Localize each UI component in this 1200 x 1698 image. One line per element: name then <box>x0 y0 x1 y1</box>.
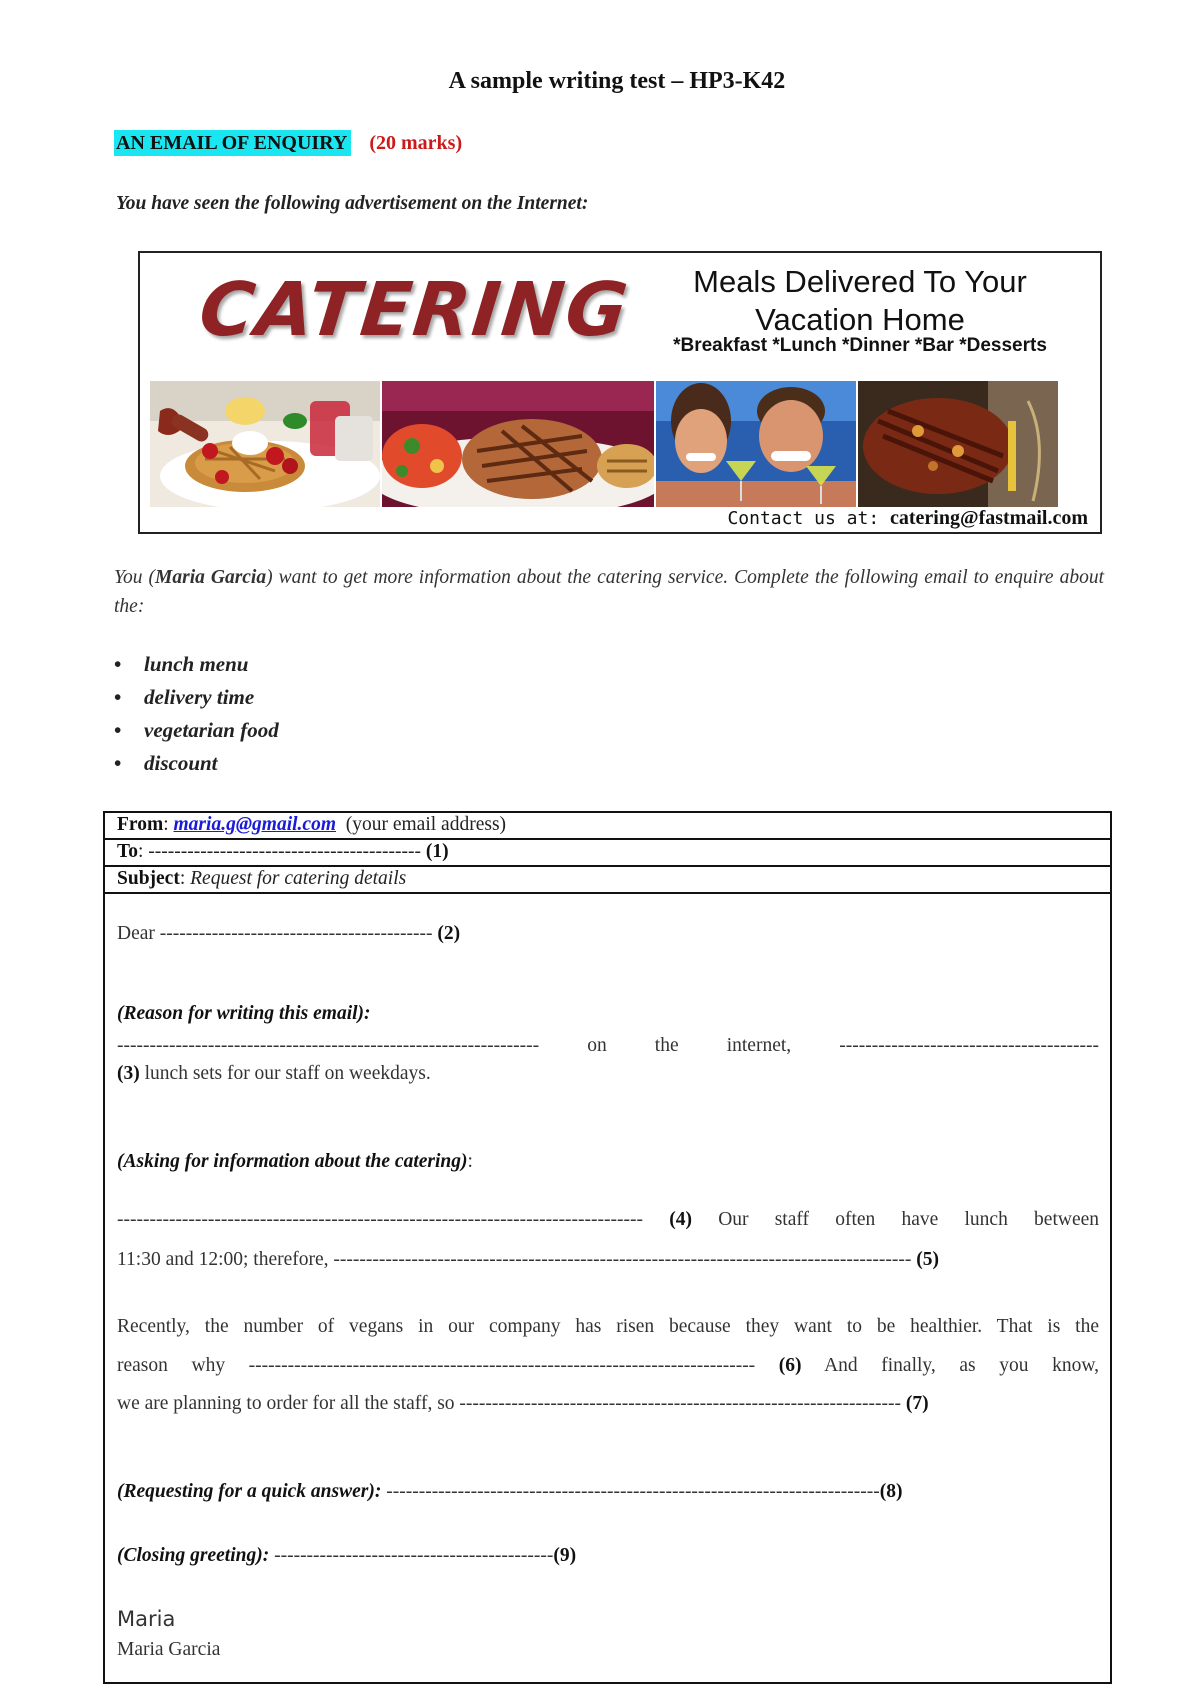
ribs-photo <box>858 381 1058 507</box>
steak-photo <box>382 381 654 507</box>
subject-value: Request for catering details <box>190 868 407 889</box>
to-row: To: ------------------------------------------ (1) <box>105 840 1110 867</box>
reason-line-1: ----------------------------------------------------------------- on the internet, ---------------------------------------- <box>117 1035 1099 1056</box>
contact-label: Contact us at: <box>727 508 880 529</box>
reason-line-2-text: lunch sets for our staff on weekdays. <box>144 1063 431 1084</box>
from-note: (your email address) <box>345 814 507 835</box>
from-label: From <box>117 814 164 835</box>
ad-meal-list: *Breakfast *Lunch *Dinner *Bar *Desserts <box>673 335 1047 356</box>
waffles-photo <box>150 381 380 507</box>
asking-line-1-tail: Our staff often have lunch between <box>718 1209 1100 1230</box>
blank-number-9: (9) <box>553 1545 577 1566</box>
quick-answer-heading: (Requesting for a quick answer): <box>117 1481 382 1502</box>
ad-headline-line1: Meals Delivered To Your <box>693 264 1027 299</box>
closing-heading: (Closing greeting): <box>117 1545 270 1566</box>
ad-headline <box>630 263 1090 339</box>
blank-9: ------------------------------------------- <box>274 1545 554 1566</box>
ad-headline-line2: Vacation Home <box>755 302 965 337</box>
asking-line-2 <box>117 1249 1099 1271</box>
blank-7: we are planning to order for all the staff, so -------------------------------------------------------------------- <box>117 1393 901 1414</box>
marks-label: (20 marks) <box>369 132 463 154</box>
instructions-before: You ( <box>114 567 156 588</box>
vegans-line-2-tail: And finally, as you know, <box>824 1355 1100 1376</box>
blank-number-4: (4) <box>669 1209 692 1230</box>
blank-number-7: (7) <box>905 1393 929 1414</box>
asking-line-2-text: 11:30 and 12:00; therefore, ----------------------------------------------------------------------------------------- <box>117 1249 912 1270</box>
instructions-text <box>114 563 1104 621</box>
blank-number-2: (2) <box>437 923 461 944</box>
bullet-text: delivery time <box>144 685 255 709</box>
section-heading <box>114 132 462 155</box>
quick-answer-line <box>117 1481 1099 1503</box>
list-item: • vegetarian food <box>114 718 279 742</box>
asking-line-1 <box>117 1209 1099 1231</box>
intro-text: You have seen the following advertisement on the Internet: <box>116 193 589 214</box>
from-email-link[interactable]: maria.g@gmail.com <box>173 814 336 835</box>
email-form <box>103 811 1112 1684</box>
catering-logo: CATERING <box>195 267 634 353</box>
blank-number-1: (1) <box>425 841 449 862</box>
blank-number-6: (6) <box>778 1355 802 1376</box>
bullet-text: lunch menu <box>144 652 249 676</box>
list-item: • delivery time <box>114 685 255 709</box>
full-name: Maria Garcia <box>117 1639 221 1660</box>
to-blank: ------------------------------------------ <box>148 841 421 862</box>
from-row: From: maria.g@gmail.com (your email address) <box>105 813 1110 840</box>
ad-contact <box>725 507 1090 530</box>
blank-6: reason why ------------------------------------------------------------------------------ <box>117 1355 756 1376</box>
asking-heading-text: (Asking for information about the catering) <box>117 1151 468 1172</box>
to-label: To <box>117 841 138 862</box>
bullet-text: discount <box>144 751 218 775</box>
closing-line <box>117 1545 1099 1567</box>
asking-heading <box>117 1151 1099 1173</box>
catering-advertisement <box>138 251 1102 534</box>
blank-4: --------------------------------------------------------------------------------- <box>117 1209 643 1230</box>
people-photo <box>656 381 856 507</box>
reason-heading: (Reason for writing this email): <box>117 1003 371 1024</box>
instructions-name: Maria Garcia <box>155 567 267 588</box>
subject-label: Subject <box>117 868 180 889</box>
instructions-after: ) want to get more information about the catering service. Complete the following email to enquire about the: <box>114 567 1104 617</box>
reason-line-2 <box>117 1063 1099 1085</box>
contact-email: catering@fastmail.com <box>890 507 1088 529</box>
list-item: • lunch menu <box>114 652 249 676</box>
asking-colon: : <box>467 1151 473 1172</box>
blank-8: ---------------------------------------------------------------------------- <box>386 1481 880 1502</box>
page-title: A sample writing test – HP3-K42 <box>448 68 786 94</box>
signature: Maria <box>117 1607 176 1631</box>
blank-number-5: (5) <box>916 1249 939 1270</box>
list-item: • discount <box>114 751 218 775</box>
vegans-line-1: Recently, the number of vegans in our company has risen because they want to be healthier. That is the <box>117 1316 1099 1337</box>
subject-row: Subject: Request for catering details <box>105 867 1110 894</box>
blank-number-8: (8) <box>879 1481 903 1502</box>
dear-blank: Dear ------------------------------------------ <box>117 923 433 944</box>
section-label: AN EMAIL OF ENQUIRY <box>114 130 351 156</box>
vegans-line-2 <box>117 1355 1099 1377</box>
enquiry-topics-list <box>114 648 279 780</box>
vegans-line-3 <box>117 1393 1099 1415</box>
bullet-text: vegetarian food <box>144 718 279 742</box>
salutation-line <box>117 923 1099 945</box>
blank-number-3: (3) <box>117 1063 140 1084</box>
